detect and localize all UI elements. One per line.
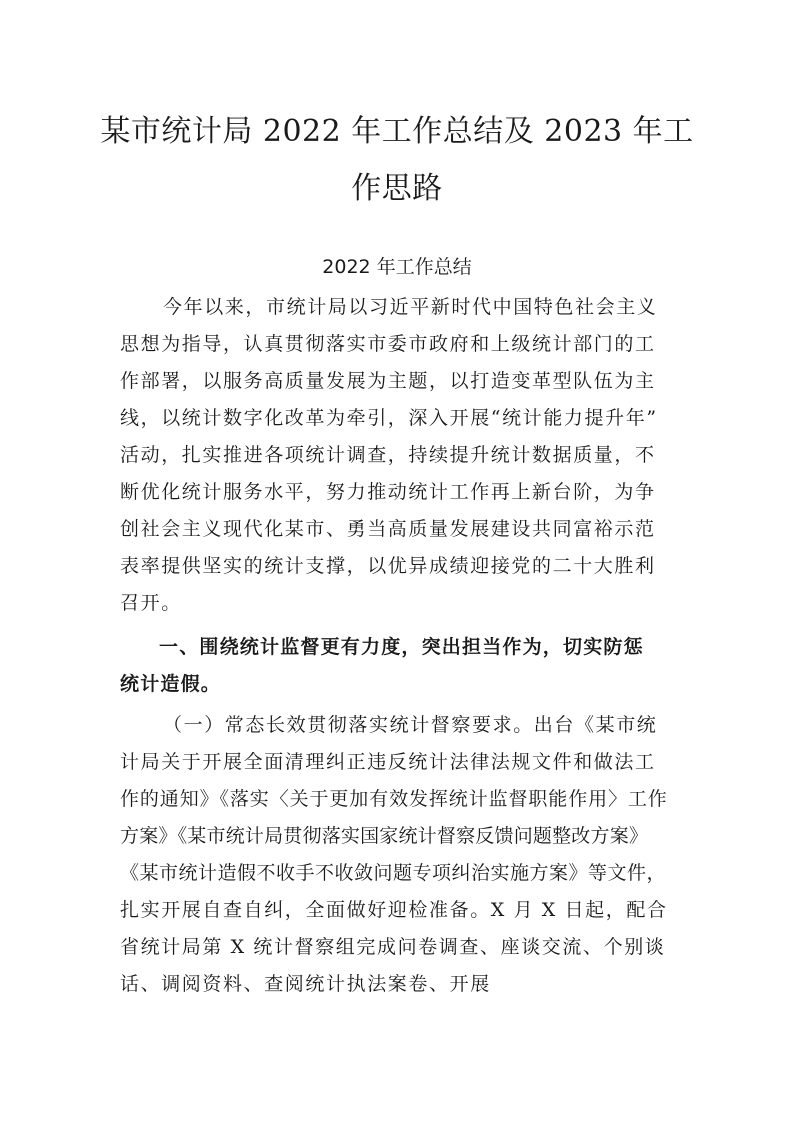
para-1-line-5: 《某市统计造假不收手不收敛问题专项纠治实施方案》等文件， [120,862,667,884]
para-1-line-1: （一）常态长效贯彻落实统计督察要求。出台《某市统 [163,714,658,736]
para-1-line-4: 方案》《某市统计局贯彻落实国家统计督察反馈问题整改方案》 [120,825,649,847]
intro-line-7: 创社会主义现代化某市、勇当高质量发展建设共同富裕示范 [120,518,656,540]
para-1-line-7: 省统计局第 X 统计督察组完成问卷调查、座谈交流、个别谈 [120,936,666,958]
section-title: 2022 年工作总结 [322,256,472,278]
intro-line-4: 线，以统计数字化改革为牵引，深入开展“统计能力提升年” [120,407,658,429]
para-1-line-8: 话、调阅资料、查阅统计执法案卷、开展 [120,973,491,995]
heading-1-line-2: 统计造假。 [120,673,222,695]
para-1-line-3: 作的通知》《落实〈关于更加有效发挥统计监督职能作用〉工作 [120,788,668,810]
heading-1-line-1: 一、围绕统计监督更有力度，突出担当作为，切实防惩 [159,636,644,658]
document-title-line-1: 某市统计局 2022 年工作总结及 2023 年工 [100,114,694,149]
document-title-line-2: 作思路 [351,171,443,206]
para-1-line-6: 扎实开展自查自纠，全面做好迎检准备。X 月 X 日起，配合 [120,899,668,921]
intro-line-5: 活动，扎实推进各项统计调查，持续提升统计数据质量，不 [120,444,656,466]
para-1-line-2: 计局关于开展全面清理纠正违反统计法律法规文件和做法工 [120,751,656,773]
intro-line-2: 思想为指导，认真贯彻落实市委市政府和上级统计部门的工 [120,333,656,355]
intro-line-3: 作部署，以服务高质量发展为主题，以打造变革型队伍为主 [120,370,656,392]
intro-line-9: 召开。 [120,592,182,614]
intro-line-8: 表率提供坚实的统计支撑，以优异成绩迎接党的二十大胜利 [120,555,656,577]
intro-line-6: 断优化统计服务水平，努力推动统计工作再上新台阶，为争 [120,481,656,503]
intro-line-1: 今年以来，市统计局以习近平新时代中国特色社会主义 [163,296,658,318]
